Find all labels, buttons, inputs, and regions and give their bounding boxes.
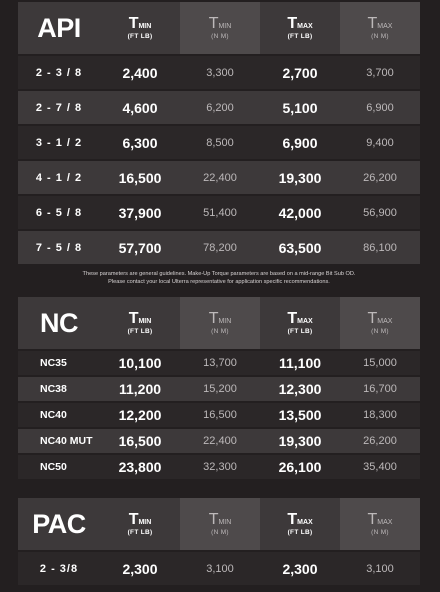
note-line-1: These parameters are general guidelines. Make-Up Torque parameters are based on a mid-range Bit Sub OD. <box>82 271 356 277</box>
nc-tmin-nm-value: 32,300 <box>180 455 260 479</box>
pac-header-tmax-nm: TMAX (N M) <box>340 498 420 550</box>
api-table-row <box>18 91 420 124</box>
api-tmax-nm-value: 6,900 <box>340 91 420 124</box>
nc-tmin-ftlb-value: 12,200 <box>100 403 180 427</box>
pac-header-tmin-ftlb: TMIN (FT LB) <box>100 498 180 550</box>
api-tmax-nm-value: 26,200 <box>340 161 420 194</box>
nc-size-label: NC40 <box>18 403 100 427</box>
api-table-row <box>18 161 420 194</box>
api-section-title: API <box>18 2 100 54</box>
nc-tmax-nm-value: 16,700 <box>340 377 420 401</box>
api-size-label: 7 - 5 / 8 <box>18 231 100 264</box>
nc-size-label: NC35 <box>18 351 100 375</box>
nc-section-title: NC <box>18 297 100 349</box>
note-line-2: Please contact your local Ulterra representative for application specific recommendations. <box>108 278 330 285</box>
nc-tmax-nm-value: 26,200 <box>340 429 420 453</box>
nc-tmax-ftlb-value: 12,300 <box>260 377 340 401</box>
api-tmax-nm-value: 86,100 <box>340 231 420 264</box>
api-size-label: 6 - 5 / 8 <box>18 196 100 229</box>
api-tmin-ftlb-value: 6,300 <box>100 126 180 159</box>
nc-tmin-nm-value: 16,500 <box>180 403 260 427</box>
pac-tmin-nm-value: 3,100 <box>180 552 260 585</box>
api-tmin-ftlb-value: 4,600 <box>100 91 180 124</box>
api-table-row <box>18 231 420 264</box>
api-size-label: 3 - 1 / 2 <box>18 126 100 159</box>
api-tmax-nm-value: 3,700 <box>340 56 420 89</box>
nc-tmax-nm-value: 15,000 <box>340 351 420 375</box>
nc-tmin-ftlb-value: 11,200 <box>100 377 180 401</box>
nc-tmin-ftlb-value: 10,100 <box>100 351 180 375</box>
pac-table-row <box>18 552 420 585</box>
nc-table-row <box>18 429 420 453</box>
nc-size-label: NC50 <box>18 455 100 479</box>
nc-header-tmax-nm: TMAX (N M) <box>340 297 420 349</box>
nc-header-tmax-ftlb: TMAX (FT LB) <box>260 297 340 349</box>
api-tmax-nm-value: 56,900 <box>340 196 420 229</box>
nc-table-row <box>18 351 420 375</box>
api-table-row <box>18 56 420 89</box>
api-tmax-ftlb-value: 5,100 <box>260 91 340 124</box>
nc-tmax-nm-value: 35,400 <box>340 455 420 479</box>
nc-tmax-ftlb-value: 19,300 <box>260 429 340 453</box>
nc-table-row <box>18 455 420 479</box>
nc-tmax-nm-value: 18,300 <box>340 403 420 427</box>
pac-tmin-ftlb-value: 2,300 <box>100 552 180 585</box>
pac-table <box>18 498 420 587</box>
pac-header-tmax-ftlb: TMAX (FT LB) <box>260 498 340 550</box>
nc-table-row <box>18 403 420 427</box>
pac-header-row <box>18 498 420 550</box>
api-tmin-ftlb-value: 57,700 <box>100 231 180 264</box>
api-tmin-ftlb-value: 2,400 <box>100 56 180 89</box>
nc-size-label: NC40 MUT <box>18 429 100 453</box>
api-header-tmin-nm: TMIN (N M) <box>180 2 260 54</box>
api-table-row <box>18 126 420 159</box>
nc-header-tmin-ftlb: TMIN (FT LB) <box>100 297 180 349</box>
nc-tmax-ftlb-value: 13,500 <box>260 403 340 427</box>
api-tmax-nm-value: 9,400 <box>340 126 420 159</box>
nc-tmin-nm-value: 13,700 <box>180 351 260 375</box>
nc-table <box>18 297 420 481</box>
api-header-tmin-ftlb: TMIN (FT LB) <box>100 2 180 54</box>
api-tmax-ftlb-value: 42,000 <box>260 196 340 229</box>
api-tmin-nm-value: 78,200 <box>180 231 260 264</box>
pac-tmax-nm-value: 3,100 <box>340 552 420 585</box>
api-tmax-ftlb-value: 63,500 <box>260 231 340 264</box>
api-header-tmax-ftlb: TMAX (FT LB) <box>260 2 340 54</box>
nc-size-label: NC38 <box>18 377 100 401</box>
api-tmax-ftlb-value: 19,300 <box>260 161 340 194</box>
nc-header-tmin-nm: TMIN (N M) <box>180 297 260 349</box>
api-tmax-ftlb-value: 2,700 <box>260 56 340 89</box>
nc-header-row <box>18 297 420 349</box>
api-tmin-nm-value: 6,200 <box>180 91 260 124</box>
pac-tmax-ftlb-value: 2,300 <box>260 552 340 585</box>
api-tmin-nm-value: 51,400 <box>180 196 260 229</box>
api-tmin-nm-value: 3,300 <box>180 56 260 89</box>
api-tmin-ftlb-value: 37,900 <box>100 196 180 229</box>
api-size-label: 4 - 1 / 2 <box>18 161 100 194</box>
api-tmin-ftlb-value: 16,500 <box>100 161 180 194</box>
nc-tmin-ftlb-value: 23,800 <box>100 455 180 479</box>
api-tmin-nm-value: 8,500 <box>180 126 260 159</box>
nc-tmin-ftlb-value: 16,500 <box>100 429 180 453</box>
api-tmin-nm-value: 22,400 <box>180 161 260 194</box>
api-size-label: 2 - 3 / 8 <box>18 56 100 89</box>
nc-tmax-ftlb-value: 26,100 <box>260 455 340 479</box>
api-tmax-ftlb-value: 6,900 <box>260 126 340 159</box>
nc-tmin-nm-value: 22,400 <box>180 429 260 453</box>
nc-table-row <box>18 377 420 401</box>
nc-tmax-ftlb-value: 11,100 <box>260 351 340 375</box>
api-header-row <box>18 2 420 54</box>
pac-header-tmin-nm: TMIN (N M) <box>180 498 260 550</box>
api-table <box>18 2 420 266</box>
api-header-tmax-nm: TMAX (N M) <box>340 2 420 54</box>
nc-tmin-nm-value: 15,200 <box>180 377 260 401</box>
pac-section-title: PAC <box>18 498 100 550</box>
pac-size-label: 2 - 3/8 <box>18 552 100 585</box>
guidelines-note <box>18 271 420 286</box>
api-table-row <box>18 196 420 229</box>
api-size-label: 2 - 7 / 8 <box>18 91 100 124</box>
